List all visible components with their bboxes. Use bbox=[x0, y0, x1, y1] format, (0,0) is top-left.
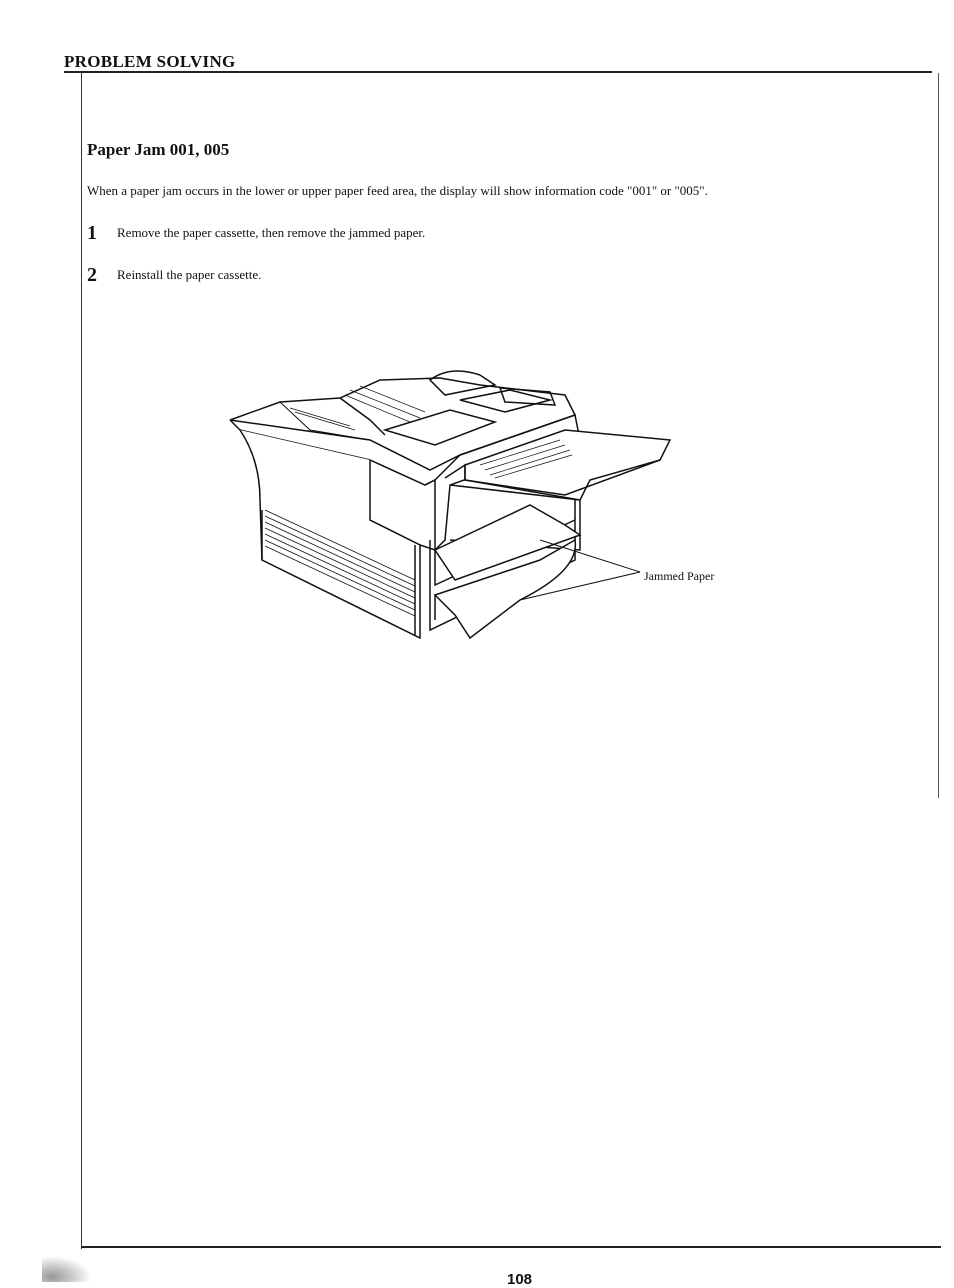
step-1 bbox=[87, 222, 425, 245]
frame-right bbox=[938, 73, 939, 798]
scan-smudge bbox=[42, 1256, 92, 1282]
frame-left bbox=[81, 73, 82, 1249]
header-rule bbox=[64, 71, 932, 73]
step-text: Reinstall the paper cassette. bbox=[117, 267, 262, 282]
step-2 bbox=[87, 264, 261, 287]
page-title: Paper Jam 001, 005 bbox=[87, 140, 230, 159]
step-number: 2 bbox=[87, 264, 97, 286]
callout-jammed-paper: Jammed Paper bbox=[644, 569, 715, 583]
section-header: PROBLEM SOLVING bbox=[64, 52, 236, 71]
page-number: 108 bbox=[507, 1271, 533, 1288]
step-number: 1 bbox=[87, 222, 97, 244]
step-text: Remove the paper cassette, then remove the jammed paper. bbox=[117, 225, 426, 240]
frame-bottom bbox=[81, 1246, 941, 1248]
intro-text: When a paper jam occurs in the lower or upper paper feed area, the display will show information code "001" or "005". bbox=[87, 183, 708, 198]
printer-illustration bbox=[220, 360, 680, 660]
